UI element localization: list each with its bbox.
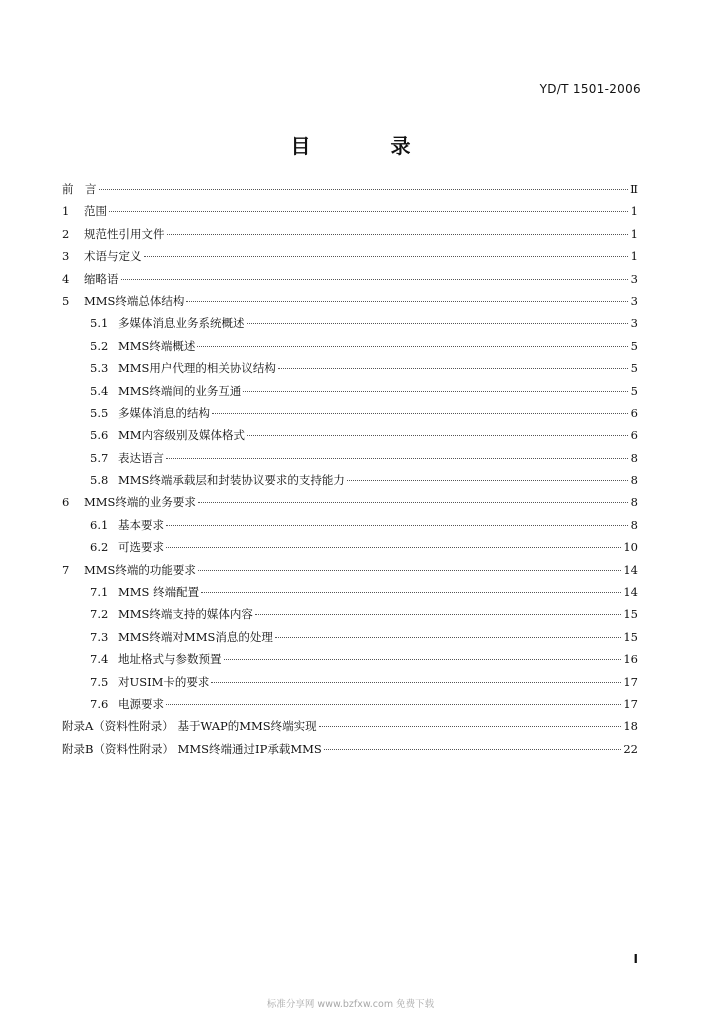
toc-leader-dots (198, 569, 621, 571)
toc-entry[interactable] (62, 671, 638, 693)
toc-entry-label: MMS终端承载层和封装协议要求的支持能力 (118, 473, 345, 488)
toc-entry-label: 多媒体消息业务系统概述 (118, 316, 245, 331)
toc-entry-label: MMS终端间的业务互通 (118, 383, 242, 398)
toc-entry-number: 6 (62, 495, 70, 510)
toc-entry-number: 4 (62, 271, 70, 286)
toc-entry[interactable] (62, 402, 638, 424)
toc-entry-number: 6.1 (90, 517, 109, 532)
toc-leader-dots (166, 457, 628, 459)
toc-entry[interactable] (62, 245, 638, 267)
toc-entry-label: 规范性引用文件 (84, 226, 165, 241)
toc-entry[interactable] (62, 715, 638, 737)
toc-entry[interactable] (62, 312, 638, 334)
toc-entry-label: 多媒体消息的结构 (118, 405, 210, 420)
toc-entry[interactable] (62, 514, 638, 536)
toc-leader-dots (186, 300, 628, 302)
toc-leader-dots (211, 681, 621, 683)
toc-entry-page: 15 (623, 607, 638, 622)
toc-entry-number: 5.8 (90, 473, 109, 488)
toc-entry-page: 1 (630, 204, 638, 219)
toc-entry[interactable] (62, 491, 638, 513)
toc-entry-page: 5 (630, 338, 638, 353)
toc-leader-dots (198, 501, 628, 503)
toc-entry-page: Ⅱ (630, 182, 638, 196)
toc-leader-dots (212, 412, 628, 414)
toc-entry-page: 14 (623, 585, 638, 600)
toc-entry[interactable] (62, 380, 638, 402)
toc-entry-number: 5.6 (90, 428, 109, 443)
toc-entry-label: MMS终端对MMS消息的处理 (118, 629, 273, 644)
toc-entry-page: 3 (630, 293, 638, 308)
toc-leader-dots (224, 658, 622, 660)
toc-entry[interactable] (62, 424, 638, 446)
toc-leader-dots (324, 748, 622, 750)
toc-entry-number: 7.4 (90, 652, 109, 667)
toc-entry-page: 6 (630, 405, 638, 420)
toc-entry-number: 7.2 (90, 607, 109, 622)
toc-entry-number: 7.5 (90, 674, 109, 689)
toc-entry-number: 7.1 (90, 585, 109, 600)
toc-entry-number: 5.7 (90, 450, 109, 465)
toc-entry-label: 附录B（资料性附录） MMS终端通过IP承载MMS (62, 741, 322, 756)
toc-leader-dots (166, 703, 621, 705)
toc-entry[interactable] (62, 469, 638, 491)
toc-entry-label: MMS终端概述 (118, 338, 196, 353)
toc-entry-number: 5.5 (90, 405, 109, 420)
toc-entry-number: 7.6 (90, 696, 109, 711)
toc-entry-page: 17 (623, 674, 638, 689)
toc-leader-dots (109, 210, 628, 212)
toc-entry[interactable] (62, 738, 638, 760)
toc-entry-page: 17 (623, 696, 638, 711)
watermark: 标准分享网 www.bzfxw.com 免费下载 (266, 999, 435, 1010)
toc-entry[interactable] (62, 536, 638, 558)
toc-entry-number: 7 (62, 562, 70, 577)
toc-entry[interactable] (62, 178, 638, 200)
toc-entry-page: 8 (630, 517, 638, 532)
toc-entry-label: 术语与定义 (84, 249, 142, 264)
toc-entry[interactable] (62, 357, 638, 379)
toc-entry-number: 5.4 (90, 383, 109, 398)
toc-entry-number: 6.2 (90, 540, 109, 555)
toc-entry-label: 可选要求 (118, 540, 164, 555)
toc-entry[interactable] (62, 200, 638, 222)
toc-entry-label: MMS终端的功能要求 (84, 562, 196, 577)
toc-leader-dots (278, 367, 628, 369)
toc-entry-label: 缩略语 (84, 271, 119, 286)
toc-leader-dots (255, 613, 621, 615)
toc-entry[interactable] (62, 603, 638, 625)
toc-entry-number: 5 (62, 293, 70, 308)
toc-entry-page: 10 (623, 540, 638, 555)
toc-entry[interactable] (62, 648, 638, 670)
toc-leader-dots (167, 233, 629, 235)
toc-entry[interactable] (62, 559, 638, 581)
toc-leader-dots (275, 636, 622, 638)
toc-entry[interactable] (62, 290, 638, 312)
table-of-contents (62, 178, 638, 760)
toc-entry-label: 地址格式与参数预置 (118, 652, 222, 667)
toc-entry-number: 3 (62, 249, 70, 264)
toc-title: 目 录 (290, 134, 441, 158)
toc-entry-label: MMS 终端配置 (118, 585, 200, 600)
toc-entry-page: 18 (623, 719, 638, 734)
toc-leader-dots (121, 278, 629, 280)
toc-leader-dots (166, 524, 628, 526)
toc-leader-dots (247, 434, 628, 436)
toc-leader-dots (243, 390, 628, 392)
toc-entry-label: MMS终端的业务要求 (84, 495, 196, 510)
toc-entry-label: 基本要求 (118, 517, 164, 532)
toc-entry-page: 8 (630, 473, 638, 488)
toc-leader-dots (201, 591, 621, 593)
toc-leader-dots (247, 322, 629, 324)
toc-entry-label: 对USIM卡的要求 (118, 674, 210, 689)
toc-entry-label: 前 言 (62, 182, 97, 196)
toc-entry-page: 1 (630, 226, 638, 241)
toc-entry-page: 3 (630, 271, 638, 286)
toc-leader-dots (319, 725, 622, 727)
toc-entry-page: 8 (630, 450, 638, 465)
page-number: I (633, 952, 638, 966)
toc-entry-label: MMS用户代理的相关协议结构 (118, 361, 276, 376)
toc-entry-page: 22 (623, 741, 638, 756)
toc-leader-dots (347, 479, 628, 481)
toc-entry-label: 范围 (84, 204, 107, 219)
toc-entry-label: 电源要求 (118, 696, 164, 711)
toc-entry-page: 5 (630, 383, 638, 398)
toc-entry-page: 5 (630, 361, 638, 376)
toc-entry-number: 2 (62, 226, 70, 241)
toc-entry-number: 5.1 (90, 316, 109, 331)
toc-leader-dots (166, 546, 621, 548)
toc-entry-number: 7.3 (90, 629, 109, 644)
toc-entry-page: 16 (623, 652, 638, 667)
toc-entry-page: 1 (630, 249, 638, 264)
toc-entry-label: 附录A（资料性附录） 基于WAP的MMS终端实现 (62, 719, 317, 734)
toc-entry[interactable] (62, 335, 638, 357)
toc-entry-page: 6 (630, 428, 638, 443)
toc-entry-label: MM内容级别及媒体格式 (118, 428, 246, 443)
toc-leader-dots (197, 345, 628, 347)
toc-entry-page: 15 (623, 629, 638, 644)
toc-entry-number: 5.2 (90, 338, 109, 353)
toc-entry[interactable] (62, 626, 638, 648)
toc-entry[interactable] (62, 693, 638, 715)
toc-entry[interactable] (62, 581, 638, 603)
toc-entry-number: 5.3 (90, 361, 109, 376)
toc-entry[interactable] (62, 268, 638, 290)
toc-entry[interactable] (62, 223, 638, 245)
standard-code: YD/T 1501-2006 (539, 82, 641, 96)
toc-entry-number: 1 (62, 204, 70, 219)
toc-entry-label: 表达语言 (118, 450, 164, 465)
toc-entry-page: 14 (623, 562, 638, 577)
toc-leader-dots (99, 188, 629, 190)
toc-entry-label: MMS终端支持的媒体内容 (118, 607, 253, 622)
toc-entry[interactable] (62, 447, 638, 469)
toc-entry-page: 8 (630, 495, 638, 510)
toc-entry-page: 3 (630, 316, 638, 331)
toc-leader-dots (144, 255, 629, 257)
toc-entry-label: MMS终端总体结构 (84, 293, 185, 308)
